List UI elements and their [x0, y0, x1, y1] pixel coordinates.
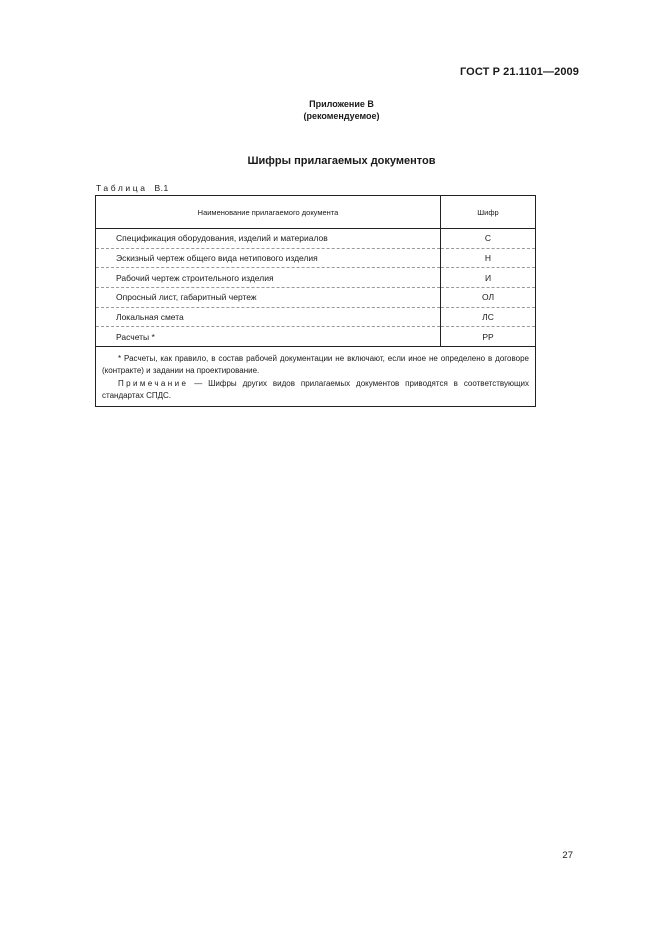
note-text: — Шифры других видов прилагаемых документов приводятся в соответствующих стандартах СПДС.: [102, 379, 529, 400]
row-code: И: [441, 268, 536, 288]
codes-table: [95, 195, 536, 407]
table-notes: [96, 347, 536, 407]
row-code: С: [441, 229, 536, 249]
table-caption: [96, 183, 169, 193]
row-code: ОЛ: [441, 288, 536, 308]
table-caption-label: Таблица: [96, 183, 148, 193]
row-document-name: Опросный лист, габаритный чертеж: [96, 288, 441, 308]
table-footer-row: [96, 347, 536, 407]
appendix-heading: [0, 98, 661, 122]
appendix-title: Приложение В: [309, 99, 374, 109]
section-title: Шифры прилагаемых документов: [247, 155, 436, 167]
row-document-name: Спецификация оборудования, изделий и материалов: [96, 229, 441, 249]
row-document-name: Расчеты *: [96, 327, 441, 347]
row-document-name: Эскизный чертеж общего вида нетипового изделия: [96, 248, 441, 268]
row-code: ЛС: [441, 307, 536, 327]
table-header-row: [96, 196, 536, 229]
table-row: [96, 307, 536, 327]
table-row: [96, 327, 536, 347]
note-label: Примечание: [118, 379, 189, 389]
appendix-subtitle: (рекомендуемое): [303, 111, 380, 121]
table-row: [96, 288, 536, 308]
row-document-name: Локальная смета: [96, 307, 441, 327]
document-code: ГОСТ Р 21.1101—2009: [459, 66, 579, 78]
row-document-name: Рабочий чертеж строительного изделия: [96, 268, 441, 288]
page-number: 27: [562, 850, 573, 861]
footnote: * Расчеты, как правило, в состав рабочей документации не включают, если иное не определено в договоре (контракте) и задании на проектирование.: [102, 354, 529, 375]
row-code: Н: [441, 248, 536, 268]
row-code: РР: [441, 327, 536, 347]
table-row: [96, 229, 536, 249]
table-row: [96, 268, 536, 288]
header-document-name: Наименование прилагаемого документа: [96, 196, 441, 229]
note: [102, 378, 529, 401]
table-row: [96, 248, 536, 268]
header-code: Шифр: [441, 196, 536, 229]
table-caption-number: В.1: [154, 183, 169, 193]
